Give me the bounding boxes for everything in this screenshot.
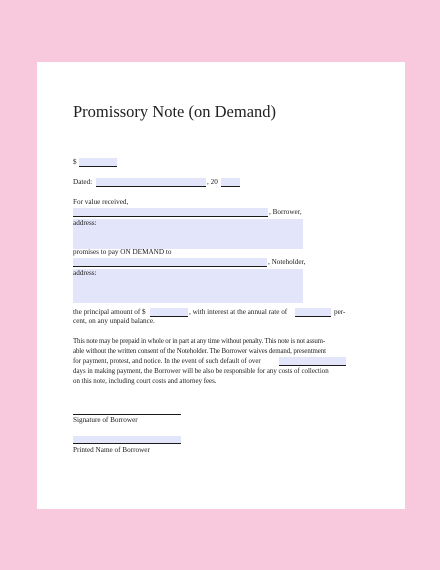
- default-days-field[interactable]: [279, 357, 346, 366]
- terms-line-2: able without the written consent of the Noteholder. The Borrower waives demand, presentment: [73, 348, 326, 355]
- per-text: per-: [334, 308, 346, 316]
- borrower-suffix: , Borrower,: [269, 208, 302, 216]
- printed-name-label: Printed Name of Borrower: [73, 446, 150, 454]
- borrower-address-field[interactable]: [73, 219, 303, 249]
- noteholder-suffix: , Noteholder,: [268, 258, 306, 266]
- noteholder-name-field[interactable]: [73, 258, 267, 267]
- document-page: [37, 62, 405, 509]
- amount-field[interactable]: [79, 158, 117, 167]
- borrower-name-field[interactable]: [73, 208, 268, 217]
- printed-name-field[interactable]: [73, 436, 181, 444]
- year-prefix: , 20: [207, 178, 218, 186]
- dated-label: Dated:: [73, 178, 93, 186]
- year-field[interactable]: [221, 178, 240, 187]
- noteholder-address-field[interactable]: [73, 269, 303, 303]
- interest-text: , with interest at the annual rate of: [189, 308, 288, 316]
- cent-line: cent, on any unpaid balance.: [73, 317, 155, 325]
- interest-rate-field[interactable]: [295, 308, 331, 317]
- noteholder-address-label: address:: [73, 269, 97, 277]
- terms-line-4: days in making payment, the Borrower will be also be responsible for any costs of collection: [73, 368, 329, 375]
- dollar-sign: $: [73, 158, 77, 166]
- principal-prefix: the principal amount of $: [73, 308, 146, 316]
- signature-line[interactable]: [73, 408, 181, 415]
- terms-line-1: This note may be prepaid in whole or in part at any time without penalty. This note is not assum-: [73, 338, 326, 345]
- terms-line-5: on this note, including court costs and attorney fees.: [73, 378, 217, 385]
- principal-field[interactable]: [150, 308, 188, 317]
- signature-label: Signature of Borrower: [73, 416, 138, 424]
- document-title: Promissory Note (on Demand): [73, 102, 277, 121]
- for-value-received: For value received,: [73, 198, 129, 206]
- terms-line-3: for payment, protest, and notice. In the event of such default of over: [73, 358, 261, 365]
- promises-text: promises to pay ON DEMAND to: [73, 248, 172, 256]
- borrower-address-label-overlay: address:: [73, 219, 97, 227]
- date-field[interactable]: [96, 178, 206, 187]
